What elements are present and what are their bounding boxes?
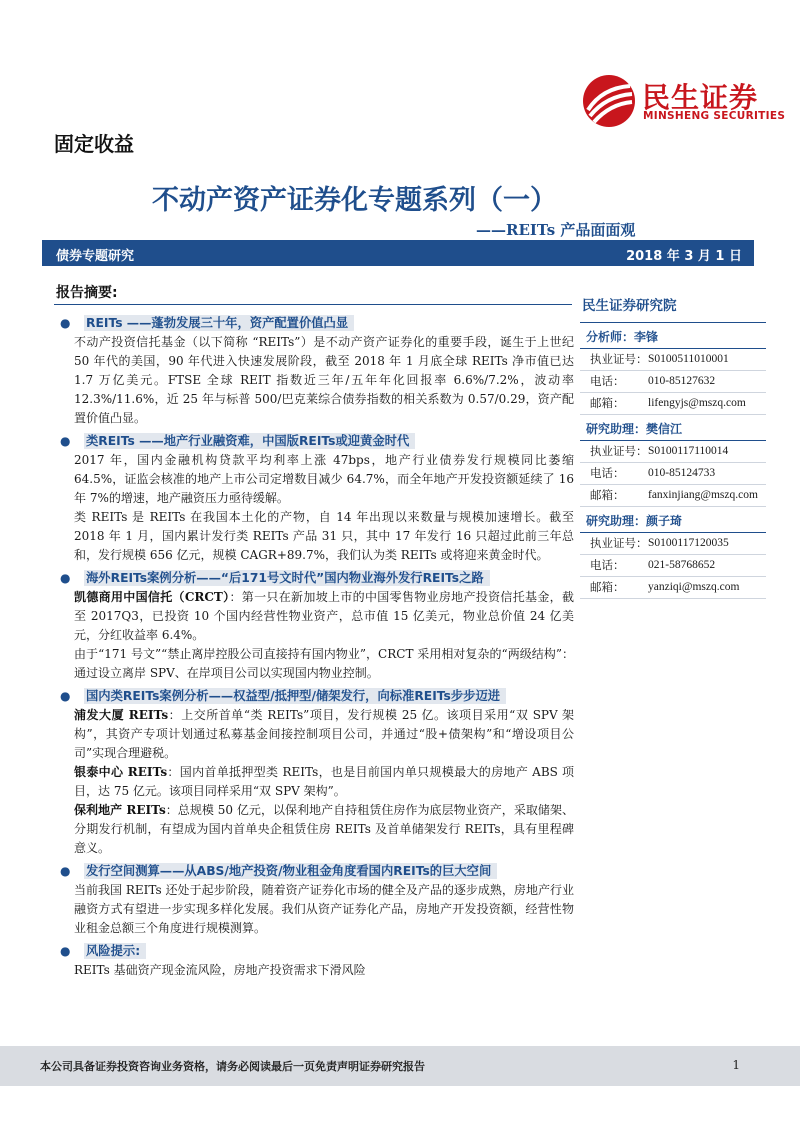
contact-key: 电话：: [590, 558, 625, 572]
contact-key: 执业证号：: [590, 536, 648, 550]
institute-name: 民生证券研究院: [580, 292, 766, 323]
paragraph-lead: 凯德商用中国信托（CRCT）: [74, 590, 230, 604]
contact-value: S0100117110014: [648, 445, 729, 457]
paragraph-text: ：上交所首单“类 REITs”项目，发行规模 25 亿。该项目采用“双 SPV 架构”，其资产专项计划通过私募基金间接控制项目公司，并通过“股+债架构”和“增设项目公司”实现合理避税。: [74, 708, 574, 760]
section-heading-text: 类REITs ——地产行业融资难，中国版REITs或迎黄金时代: [84, 433, 415, 449]
analyst-role: 研究助理：樊信江: [580, 415, 766, 441]
contact-row: [580, 485, 766, 507]
report-date: 2018 年 3 月 1 日: [626, 249, 742, 264]
paragraph-text: ：国内首单抵押型类 REITs，也是目前国内单只规模最大的房地产 ABS 项目，达 75 亿元。该项目同样采用“双 SPV 架构”。: [74, 765, 575, 798]
section-heading: [58, 941, 574, 961]
paragraph-text: 2017 年，国内金融机构贷款平均利率上涨 47bps，地产行业债券发行规模同比萎缩 64.5%，证监会核准的地产上市公司定增数目减少 64.7%，而全年地产开发投资额延续了 16 年 7%的增速，地产融资压力亟待缓解。: [74, 453, 574, 505]
summary-section: [58, 313, 574, 428]
page-number: 1: [732, 1058, 740, 1072]
section-heading: [58, 686, 574, 706]
summary-body: [58, 313, 574, 983]
section-paragraph: [58, 333, 574, 428]
contact-value: S0100511010001: [648, 353, 729, 365]
section-paragraph: [58, 588, 574, 645]
summary-section: [58, 861, 574, 938]
contact-row: [580, 371, 766, 393]
contact-row: [580, 577, 766, 599]
contact-key: 电话：: [590, 374, 625, 388]
contact-row: [580, 533, 766, 555]
section-heading-text: REITs ——蓬勃发展三十年，资产配置价值凸显: [84, 315, 354, 331]
section-paragraph: [58, 508, 574, 565]
contact-key: 邮箱：: [590, 580, 625, 594]
sidebar-contacts: [580, 292, 766, 599]
section-heading-text: 海外REITs案例分析——“后171号文时代”国内物业海外发行REITs之路: [84, 570, 490, 586]
section-paragraph: [58, 801, 574, 858]
paragraph-text: REITs 基础资产现金流风险，房地产投资需求下滑风险: [74, 963, 366, 977]
minsheng-logo-icon: [582, 74, 636, 128]
contact-key: 执业证号：: [590, 352, 648, 366]
brand-logo: [582, 74, 786, 130]
section-heading: [58, 431, 574, 451]
contact-row: [580, 555, 766, 577]
section-label: 固定收益: [54, 132, 134, 156]
summary-section: [58, 941, 574, 980]
summary-label: 报告摘要:: [56, 285, 118, 301]
contact-value: 021-58768652: [648, 559, 716, 571]
divider: [54, 304, 572, 305]
summary-section: [58, 568, 574, 683]
contact-value[interactable]: yanziqi@mszq.com: [648, 581, 740, 593]
analyst-role: 研究助理：颜子琦: [580, 507, 766, 533]
brand-name-cn: 民生证券: [642, 81, 759, 114]
page-subtitle: ——REITs 产品面面观: [476, 221, 636, 239]
summary-section: [58, 431, 574, 565]
section-paragraph: [58, 451, 574, 508]
paragraph-lead: 浦发大厦 REITs: [74, 708, 169, 722]
contact-row: [580, 441, 766, 463]
contact-key: 执业证号：: [590, 444, 648, 458]
paragraph-text: ：第一只在新加坡上市的中国零售物业房地产投资信托基金，截至 2017Q3，已投资 10 个国内经营性物业资产，总市值 15 亿美元，物业总价值 24 亿美元，分红收益率 6.4%。: [74, 590, 574, 642]
bullet-icon: ●: [60, 434, 71, 448]
contact-value[interactable]: fanxinjiang@mszq.com: [648, 489, 758, 501]
paragraph-text: 当前我国 REITs 还处于起步阶段，随着资产证券化市场的健全及产品的逐步成熟，房地产行业融资方式有望进一步实现多样化发展。我们从资产证券化产品，房地产开发投资额，经营性物业租金总额三个角度进行规模测算。: [74, 883, 574, 935]
section-heading-text: 风险提示:: [84, 943, 146, 959]
section-paragraph: [58, 706, 574, 763]
section-heading-text: 发行空间测算——从ABS/地产投资/物业租金角度看国内REITs的巨大空间: [84, 863, 497, 879]
footer-disclaimer: 本公司具备证券投资咨询业务资格，请务必阅读最后一页免责声明证券研究报告: [40, 1060, 425, 1073]
paragraph-text: 类 REITs 是 REITs 在我国本土化的产物，自 14 年出现以来数量与规模加速增长。截至 2018 年 1 月，国内累计发行类 REITs 产品 31 只，其中 17 年发行 16 只超过此前三年总和，发行规模 656 亿元，规模 CAGR+89.7%，我们认为类 REITs 或将迎来黄金时代。: [74, 510, 574, 562]
section-heading: [58, 861, 574, 881]
paragraph-text: ：总规模 50 亿元，以保利地产自持租赁住房作为底层物业资产，采取储架、分期发行机制，有望成为国内首单央企租赁住房 REITs 及首单储架发行 REITs，具有里程碑意义。: [74, 803, 574, 855]
bullet-icon: ●: [60, 864, 71, 878]
paragraph-text: 由于“171 号文”“禁止离岸控股公司直接持有国内物业”，CRCT 采用相对复杂的“两级结构”：通过设立离岸 SPV、在岸项目公司以实现国内物业控制。: [74, 647, 574, 680]
section-heading-text: 国内类REITs案例分析——权益型/抵押型/储架发行，向标准REITs步步迈进: [84, 688, 506, 704]
bullet-icon: ●: [60, 944, 71, 958]
section-heading: [58, 568, 574, 588]
bullet-icon: ●: [60, 689, 71, 703]
paragraph-text: 不动产投资信托基金（以下简称 “REITs”）是不动产资产证券化的重要手段，诞生于上世纪 50 年代的美国，90 年代进入快速发展阶段，截至 2018 年 1 月底全球 REITs 净市值已达 1.7 万亿美元。FTSE 全球 REIT 指数近三年/五年年化回报率 6.6%/7.2%，波动率 12.3%/11.6%，近 25 年与标普 500/巴克莱综合债券指数的相关系数为 0.57/0.29，资产配置价值凸显。: [74, 335, 574, 425]
paragraph-lead: 保利地产 REITs: [74, 803, 166, 817]
page-title: 不动产资产证券化专题系列（一）: [152, 185, 557, 216]
paragraph-lead: 银泰中心 REITs: [74, 765, 168, 779]
analyst-role: 分析师：李锋: [580, 323, 766, 349]
section-paragraph: [58, 881, 574, 938]
contact-key: 电话：: [590, 466, 625, 480]
contact-key: 邮箱：: [590, 488, 625, 502]
contact-value: 010-85127632: [648, 375, 716, 387]
contact-value: 010-85124733: [648, 467, 716, 479]
contact-row: [580, 349, 766, 371]
bullet-icon: ●: [60, 571, 71, 585]
report-type: 债券专题研究: [56, 249, 135, 264]
footer: [0, 1046, 800, 1086]
contact-value[interactable]: lifengyjs@mszq.com: [648, 397, 746, 409]
bullet-icon: ●: [60, 316, 71, 330]
section-paragraph: [58, 645, 574, 683]
brand-name-en: MINSHENG SECURITIES: [643, 110, 786, 122]
header-banner: [42, 240, 754, 266]
section-paragraph: [58, 763, 574, 801]
section-heading: [58, 313, 574, 333]
contact-key: 邮箱：: [590, 396, 625, 410]
contact-row: [580, 463, 766, 485]
contact-value: S0100117120035: [648, 537, 729, 549]
summary-section: [58, 686, 574, 858]
section-paragraph: [58, 961, 574, 980]
analyst-list: [580, 323, 766, 599]
contact-row: [580, 393, 766, 415]
